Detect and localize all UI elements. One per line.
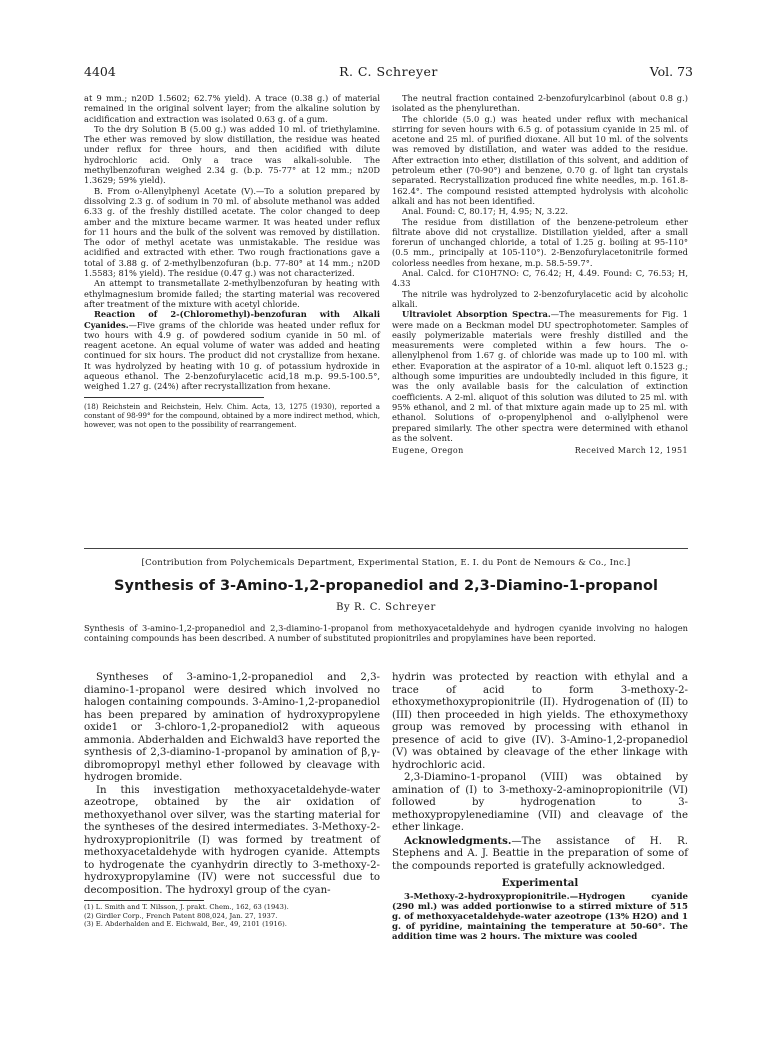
paragraph: hydrin was protected by reaction with ethylal and a trace of acid to form 3-methoxy-2-ethoxymethoxypropionitrile (II). Hydrogenation of (II) to (III) then proceeded in high yields. The ethoxymethoxy group was removed by processing with ethanol in presence of acid to give (IV). 3-Amino-1,2-propanediol (V) was obtained by cleavage of the ether linkage with hydrochloric acid. [392,672,688,771]
main-right-column [392,672,688,943]
paragraph: The residue from distillation of the benzene-petroleum ether filtrate above did not crystallize. Distillation yielded, after a small forerun of unchanged chloride, a total of 1.25 g. boiling at 95-110° (0.5 mm., principally at 105-110°). 2-Benzofurylacetonitrile formed colorless needles from hexane, m.p. 58.5-59.7°. [392,216,688,268]
byline: By R. C. Schreyer [336,602,436,613]
upper-left-column [84,93,380,429]
paragraph: In this investigation methoxyacetaldehyde-water azeotrope, obtained by the air oxidation of methoxyethanol over silver, was the starting material for the syntheses of the desired intermediates. 3-Methoxy-2-hydroxypropionitrile (I) was formed by treatment of methoxyacetaldehyde with hydrogen cyanide. Attempts to hydrogenate the cyanhydrin directly to 3-methoxy-2-hydroxypropylamine (IV) were not successful due to decomposition. The hydroxyl group of the cyan- [84,784,380,896]
paragraph: The nitrile was hydrolyzed to 2-benzofurylacetic acid by alcoholic alkali. [392,288,688,309]
location: Eugene, Oregon [392,446,464,456]
footnote: (2) Girdler Corp., French Patent 808,024, Jan. 27, 1937. [84,911,278,920]
signature-line [392,446,688,456]
paragraph: at 9 mm.; n20D 1.5602; 62.7% yield). A trace (0.38 g.) of material remained in the original solvent layer; from the alkaline solution by acidification and extraction was isolated 0.63 g. of a gum. [84,93,380,124]
paragraph-body: —The assistance of H. R. Stephens and A. J. Beattie in the preparation of some of the compounds reported is gratefully acknowledged. [392,835,688,872]
volume-label: Vol. 73 [649,64,693,79]
footnote: (3) E. Abderhalden and E. Eichwald, Ber., 49, 2101 (1916). [84,920,287,929]
footnote: (18) Reichstein and Reichstein, Helv. Chim. Acta, 13, 1275 (1930), reported a constant of 98-99° for the compound, obtained by a more indirect method, which, however, was not open to the possibility of rearrangement. [84,401,380,429]
abstract-text: Synthesis of 3-amino-1,2-propanediol and 2,3-diamino-1-propanol from methoxyacetaldehyde and hydrogen cyanide involving no halogen containing compounds has been described. A number of substituted propionitriles and propylamines have been reported. [84,623,688,644]
paragraph: The neutral fraction contained 2-benzofurylcarbinol (about 0.8 g.) isolated as the phenylurethan. [392,93,688,114]
analysis-line: Anal. Calcd. for C10H7NO: C, 76.42; H, 4.49. Found: C, 76.53; H, 4.33 [392,268,688,289]
experimental-heading: Experimental [501,877,579,889]
paragraph: 2,3-Diamino-1-propanol (VIII) was obtained by amination of (I) to 3-methoxy-2-aminopropionitrile (VI) followed by hydrogenation to 3-methoxypropylenediamine (VII) and cleavage of the ether linkage. [392,772,688,833]
contribution-note: [Contribution from Polychemicals Department, Experimental Station, E. I. du Pont de Nemours & Co., Inc.] [141,558,631,568]
paragraph [392,309,688,443]
page-number: 4404 [84,64,116,79]
paragraph: An attempt to transmetallate 2-methylbenzofuran by heating with ethylmagnesium bromide failed; the starting material was recovered after treatment of the mixture with acetyl chloride. [84,278,380,309]
main-left-column [84,672,380,929]
paragraph: The chloride (5.0 g.) was heated under reflux with mechanical stirring for seven hours with 6.5 g. of potassium cyanide in 25 ml. of acetone and 25 ml. of purified dioxane. All but 10 ml. of the solvents was removed by distillation, and water was added to the residue. After extraction into ether, distillation of this solvent, and addition of petroleum ether (70-90°) and benzene, 0.70 g. of light tan crystals separated. Recrystallization produced fine white needles, m.p. 161.8-162.4°. The compound resisted attempted hydrolysis with alcoholic alkali and has not been identified. [392,113,688,206]
paragraph-body: —The measurements for Fig. 1 were made on a Beckman model DU spectrophotometer. Samples of easily polymerizable materials were freshly distilled and the measurements were completed within a few hours. The o-allenylphenol from 1.67 g. of chloride was made up to 100 ml. with ether. Evaporation at the aspirator of a 10-ml. aliquot left 0.1523 g.; although some impurities are undoubtedly included in this figure, it was the only available basis for the calculation of extinction coefficients. A 2-ml. aliquot of this solution was diluted to 25 ml. with 95% ethanol, and 2 ml. of that mixture again made up to 25 ml. with ethanol. Solutions of o-propenylphenol and o-allylphenol were prepared similarly. The other spectra were determined with ethanol as the solvent. [392,309,688,443]
running-title: R. C. Schreyer [339,64,438,79]
abstract [84,623,688,644]
section-run-in-heading: Ultraviolet Absorption Spectra. [402,309,551,320]
article-title: Synthesis of 3-Amino-1,2-propanediol and 2,3-Diamino-1-propanol [114,578,658,594]
paragraph [392,835,688,874]
footnote-rule [84,900,204,901]
section-run-in-heading: Acknowledgments. [404,834,512,847]
paragraph: To the dry Solution B (5.00 g.) was added 10 ml. of triethylamine. The ether was removed by slow distillation, the residue was heated under reflux for three hours, and then acidified with dilute hydrochloric acid. Only a trace was alkali-soluble. The methylbenzofuran weighed 2.34 g. (b.p. 75-77° at 12 mm.; n20D 1.3629; 59% yield). [84,123,380,186]
section-run-in-heading: Reaction of 2-(Chloromethyl)-benzofuran with Alkali Cyanides. [84,309,380,330]
paragraph [84,309,380,391]
section-divider [84,548,688,549]
footnote-rule [84,397,264,398]
paragraph: B. From o-Allenylphenyl Acetate (V).—To a solution prepared by dissolving 2.3 g. of sodium in 70 ml. of absolute methanol was added 6.33 g. of the freshly distilled acetate. The color changed to deep amber and the mixture became warmer. It was heated under reflux for 11 hours and the bulk of the solvent was removed by distillation. The odor of methyl acetate was unmistakable. The residue was acidified and extracted with ether. Two rough fractionations gave a total of 3.88 g. of 2-methylbenzofuran (b.p. 77-80° at 14 mm.; n20D 1.5583; 81% yield). The residue (0.47 g.) was not characterized. [84,185,380,279]
analysis-line: Anal. Found: C, 80.17; H, 4.95; N, 3.22. [402,206,568,217]
upper-right-column [392,93,688,456]
paragraph: Syntheses of 3-amino-1,2-propanediol and 2,3-diamino-1-propanol were desired which involved no halogen containing compounds. 3-Amino-1,2-propanediol has been prepared by amination of hydroxypropylene oxide1 or 3-chloro-1,2-propanediol2 with aqueous ammonia. Abderhalden and Eichwald3 have reported the synthesis of 2,3-diamino-1-propanol by amination of β,γ-dibromopropyl methyl ether followed by cleavage with hydrogen bromide. [84,672,380,783]
received-date: Received March 12, 1951 [574,446,688,456]
footnote: (1) L. Smith and T. Nilsson, J. prakt. Chem., 162, 63 (1943). [84,903,289,911]
paragraph-body: —Five grams of the chloride was heated under reflux for two hours with 4.9 g. of powdered sodium cyanide in 50 ml. of reagent acetone. An equal volume of water was added and heating continued for six hours. The product did not crystallize from hexane. It was hydrolyzed by heating with 10 g. of potassium hydroxide in aqueous ethanol. The 2-benzofurylacetic acid,18 m.p. 99.5-100.5°, weighed 1.27 g. (24%) after recrystallization from hexane. [84,319,380,392]
experimental-paragraph: 3-Methoxy-2-hydroxypropionitrile.—Hydrogen cyanide (290 ml.) was added portionwise to a stirred mixture of 515 g. of methoxyacetaldehyde-water azeotrope (13% H2O) and 1 g. of pyridine, maintaining the temperature at 50-60°. The addition time was 2 hours. The mixture was cooled [392,891,688,943]
page-header [84,64,693,82]
